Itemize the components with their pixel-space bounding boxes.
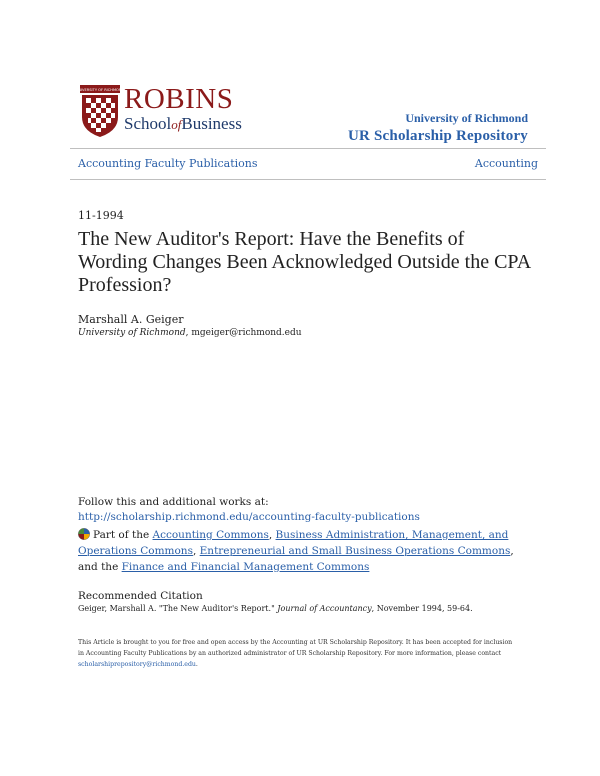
network-commons-icon <box>78 528 90 540</box>
nav-divider <box>70 179 546 180</box>
follow-url-link[interactable]: http://scholarship.richmond.edu/accounting-faculty-publications <box>78 511 420 523</box>
publication-date: 11-1994 <box>78 209 124 222</box>
logo-wordmark-robins: ROBINS <box>124 83 234 115</box>
nav-link-department[interactable]: Accounting <box>474 157 538 170</box>
nav-link-collection[interactable]: Accounting Faculty Publications <box>78 157 258 170</box>
citation-journal: Journal of Accountancy <box>277 604 372 613</box>
separator: , and the <box>78 545 514 573</box>
university-name[interactable]: University of Richmond <box>405 111 528 125</box>
citation-heading: Recommended Citation <box>78 590 203 602</box>
access-notice <box>78 637 518 670</box>
accounting-commons-link[interactable]: Accounting Commons <box>152 529 269 541</box>
part-of-prefix: Part of the <box>93 529 153 541</box>
author-affiliation <box>78 328 302 338</box>
shield-icon <box>75 85 125 137</box>
article-title: The New Auditor's Report: Have the Benefits of Wording Changes Been Acknowledged Outside the CPA Profession? <box>78 228 531 296</box>
author-name: Marshall A. Geiger <box>78 313 184 326</box>
part-of-line <box>78 527 518 575</box>
business-admin-commons-link[interactable]: Business Administration, Management, and Operations Commons <box>78 529 509 557</box>
contact-email-link[interactable]: scholarshiprepository@richmond.edu <box>78 661 196 668</box>
separator: , <box>192 545 200 557</box>
citation-text <box>78 604 538 613</box>
shield-text: UNIVERSITY OF RICHMOND <box>75 88 125 92</box>
repository-header <box>348 111 528 145</box>
robins-logo[interactable] <box>75 83 280 135</box>
citation-pre: Geiger, Marshall A. "The New Auditor's Report." <box>78 604 278 613</box>
affiliation-institution: University of Richmond <box>78 328 186 338</box>
follow-line <box>78 495 508 525</box>
notice-end: . <box>195 661 198 668</box>
follow-prefix: Follow this and additional works at: <box>78 496 269 508</box>
top-divider <box>70 148 546 149</box>
affiliation-email: , mgeiger@richmond.edu <box>185 328 302 338</box>
repository-name[interactable]: UR Scholarship Repository <box>347 128 528 144</box>
entrepreneurial-commons-link[interactable]: Entrepreneurial and Small Business Operations Commons <box>199 545 511 557</box>
notice-text: This Article is brought to you for free and open access by the Accounting at UR Scholarship Repository. It has been accepted for inclusion in Accounting Faculty Publications by an authorized administrator of UR Scholarship Repository. For more information, please contact <box>78 639 513 657</box>
logo-wordmark-school: SchoolofBusiness <box>124 114 242 133</box>
separator: , <box>268 529 276 541</box>
citation-post: , November 1994, 59-64. <box>371 604 473 613</box>
finance-commons-link[interactable]: Finance and Financial Management Commons <box>121 561 370 573</box>
